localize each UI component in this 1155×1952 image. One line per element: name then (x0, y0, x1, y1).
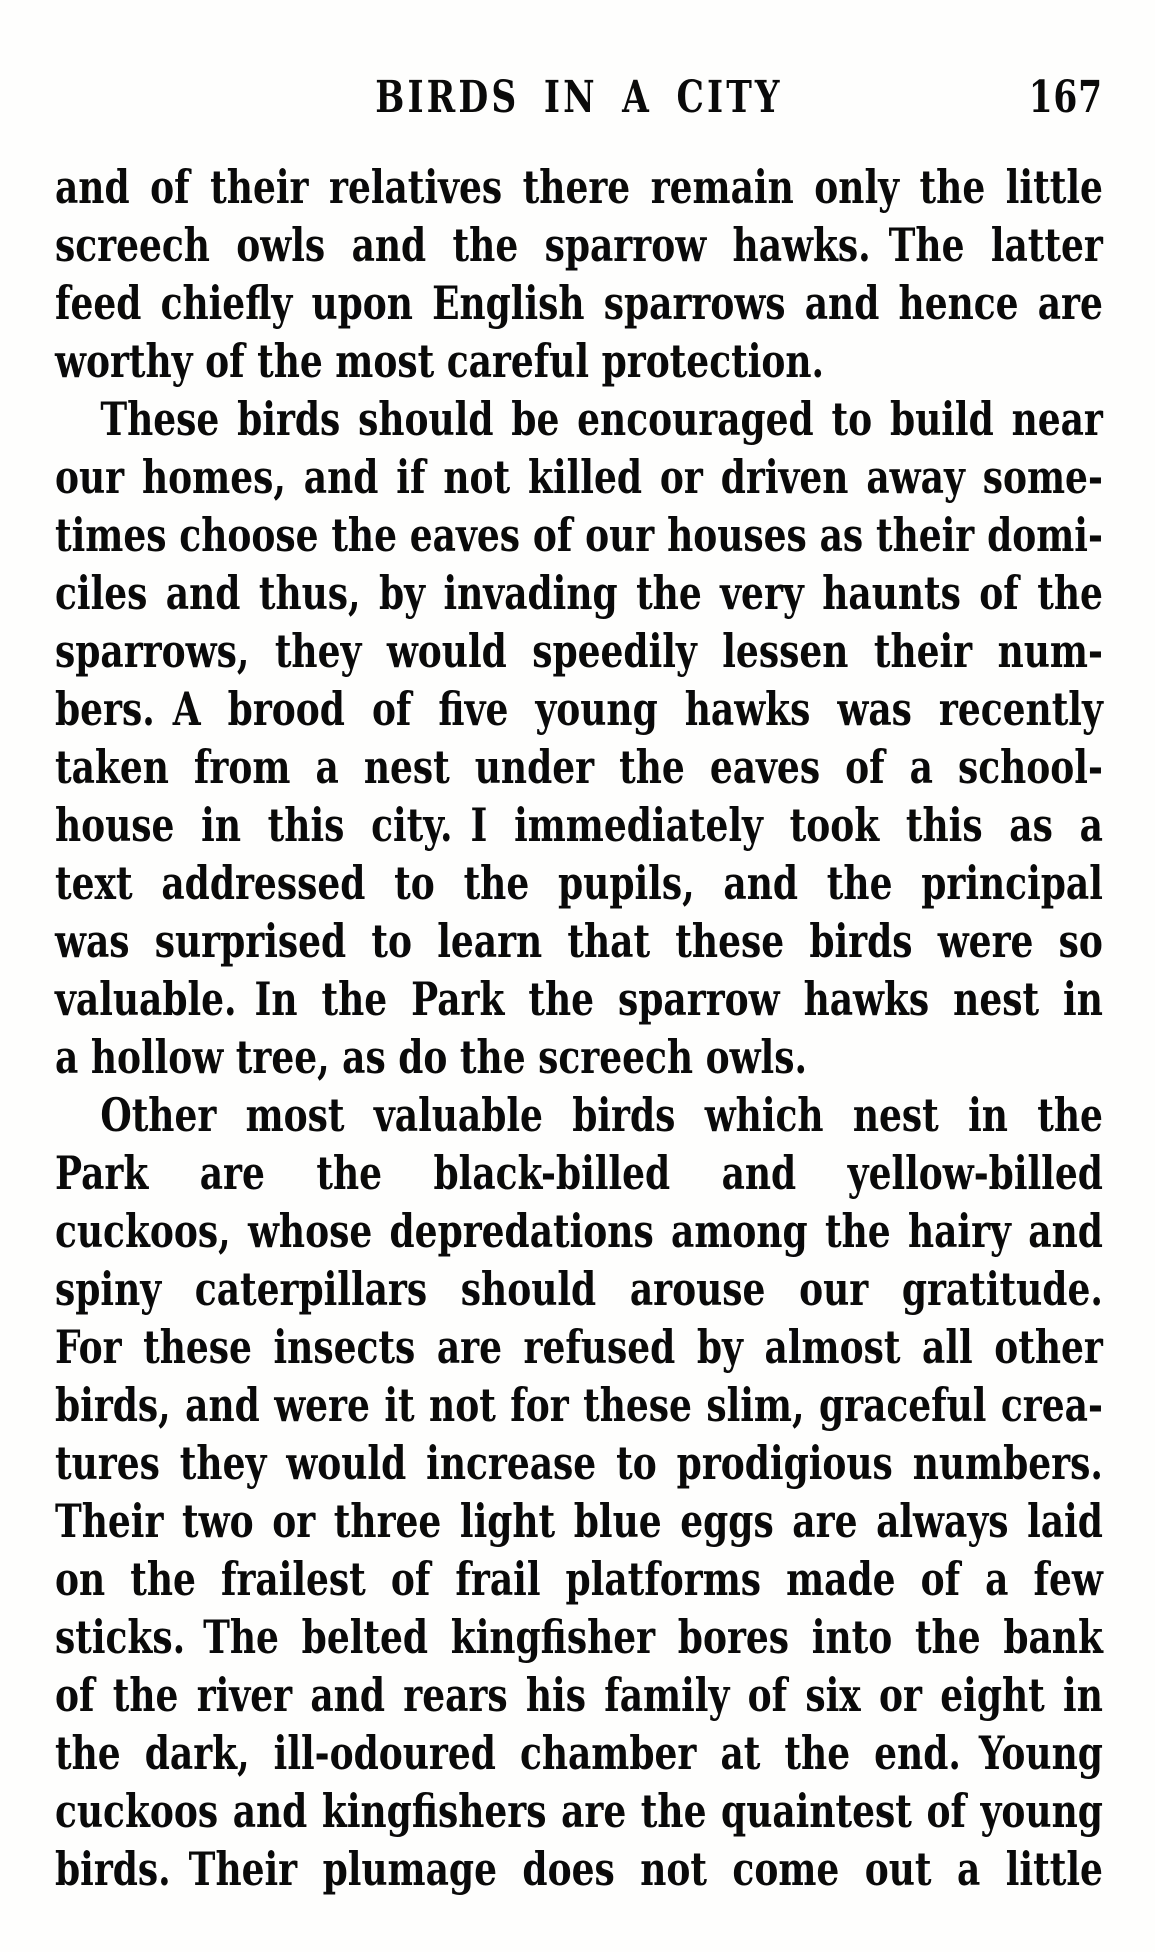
text-line: was surprised to learn that these birds were so (55, 914, 1103, 968)
text-line: cuckoos and kingfishers are the quaintest of young (55, 1784, 1103, 1838)
text-line: feed chiefly upon English sparrows and hence are (55, 276, 1103, 330)
text-line: Other most valuable birds which nest in the (100, 1088, 1103, 1142)
text-line: Their two or three light blue eggs are always laid (55, 1494, 1103, 1548)
text-line: Park are the black-billed and yellow-billed (55, 1146, 1103, 1200)
text-line: our homes, and if not killed or driven away some- (55, 450, 1103, 504)
text-line: spiny caterpillars should arouse our gratitude. (55, 1262, 1103, 1316)
text-line: These birds should be encouraged to build near (100, 392, 1103, 446)
text-line: the dark, ill-odoured chamber at the end. Young (55, 1726, 1103, 1780)
text-line: tures they would increase to prodigious numbers. (55, 1436, 1103, 1490)
text-line: For these insects are refused by almost all other (55, 1320, 1103, 1374)
page-title: BIRDS IN A CITY (375, 72, 783, 123)
page-body (55, 158, 1103, 1898)
text-block (55, 0, 1103, 1898)
text-line: and of their relatives there remain only the little (55, 160, 1103, 214)
text-line: sparrows, they would speedily lessen their num- (55, 624, 1103, 678)
page-number: 167 (1028, 72, 1103, 123)
text-line: worthy of the most careful protection. (55, 334, 825, 388)
text-line: bers. A brood of five young hawks was recently (55, 682, 1103, 736)
text-line: cuckoos, whose depredations among the hairy and (55, 1204, 1103, 1258)
text-line: birds, and were it not for these slim, graceful crea- (55, 1378, 1103, 1432)
text-line: text addressed to the pupils, and the principal (55, 856, 1103, 910)
text-line: ciles and thus, by invading the very haunts of the (55, 566, 1103, 620)
text-line: a hollow tree, as do the screech owls. (55, 1030, 807, 1084)
text-line: birds. Their plumage does not come out a little (55, 1842, 1103, 1896)
text-line: on the frailest of frail platforms made of a few (55, 1552, 1103, 1606)
text-line: of the river and rears his family of six or eight in (55, 1668, 1103, 1722)
running-header (55, 73, 1103, 123)
text-line: house in this city. I immediately took this as a (55, 798, 1103, 852)
text-line: taken from a nest under the eaves of a school- (55, 740, 1103, 794)
text-line: times choose the eaves of our houses as their domi- (55, 508, 1103, 562)
text-line: valuable. In the Park the sparrow hawks nest in (55, 972, 1103, 1026)
text-line: screech owls and the sparrow hawks. The latter (55, 218, 1103, 272)
text-line: sticks. The belted kingfisher bores into the bank (55, 1610, 1103, 1664)
